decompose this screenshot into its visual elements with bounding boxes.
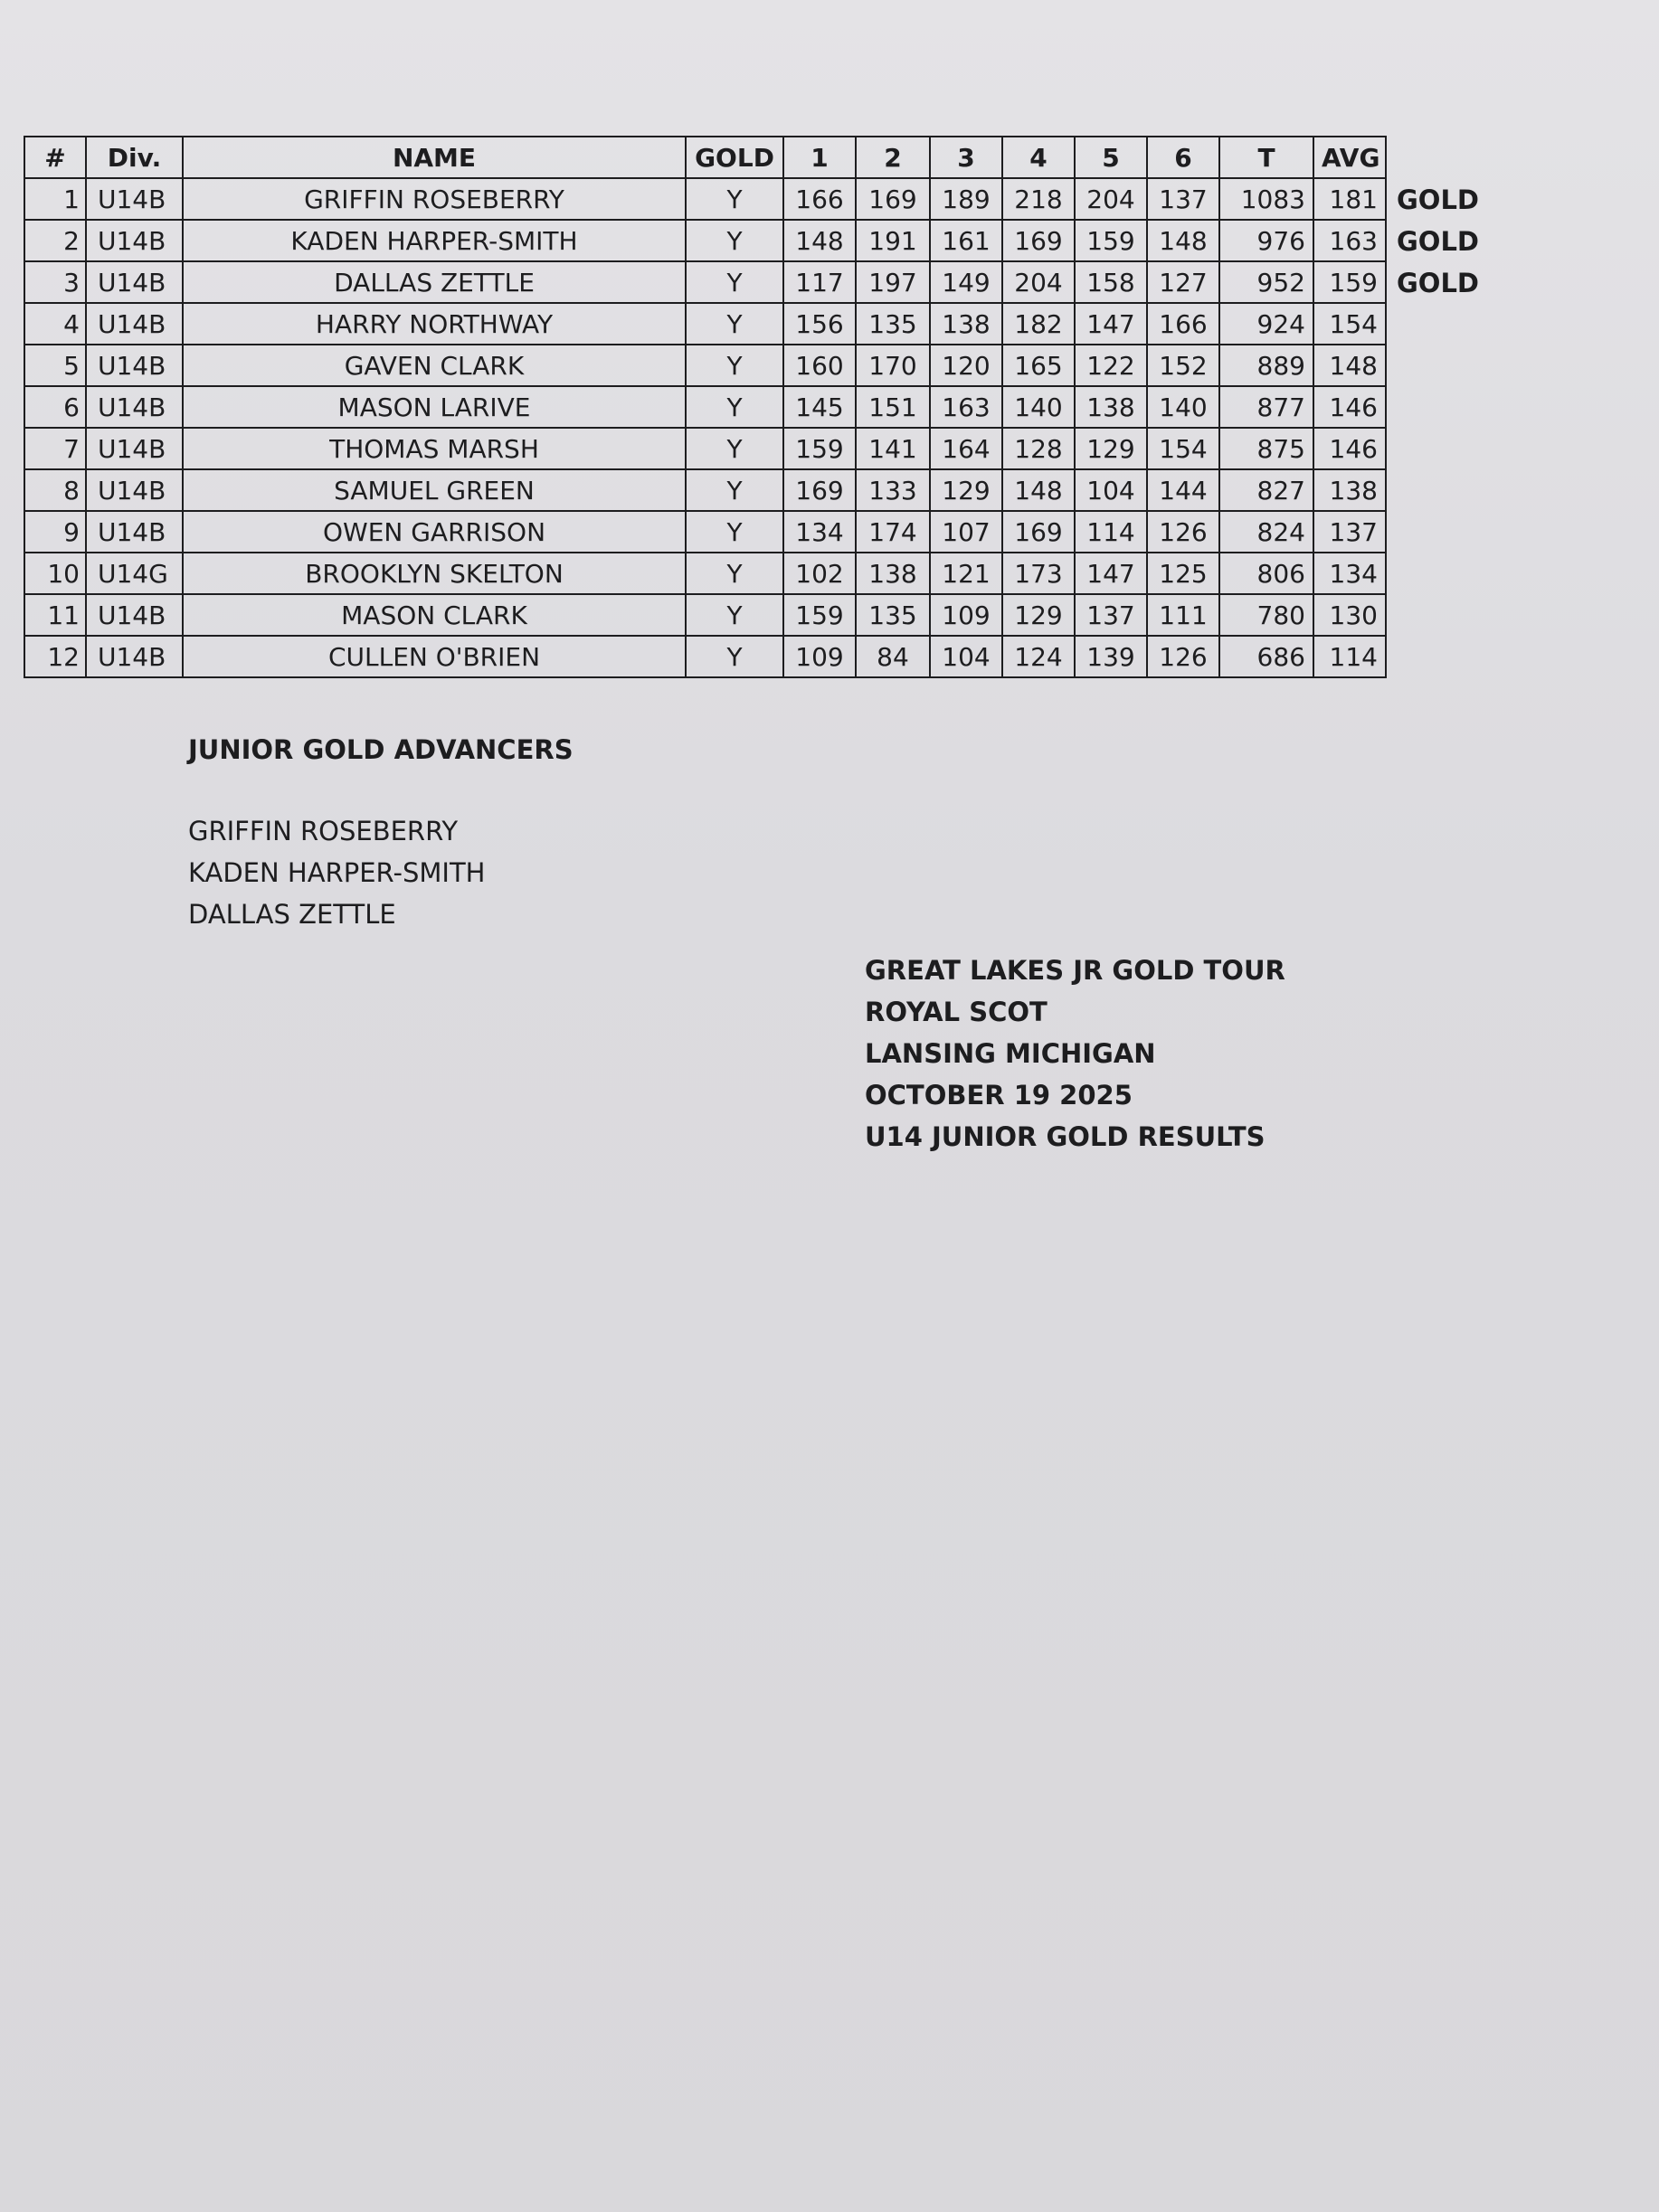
event-results-title: U14 JUNIOR GOLD RESULTS bbox=[865, 1121, 1266, 1152]
game-2-cell: 135 bbox=[856, 594, 930, 636]
game-4-cell: 169 bbox=[1002, 511, 1075, 553]
game-1-cell: 156 bbox=[783, 303, 856, 345]
gold-cell: Y bbox=[686, 428, 783, 469]
game-5-cell: 138 bbox=[1075, 386, 1147, 428]
average-cell: 146 bbox=[1313, 428, 1386, 469]
game-3-cell: 121 bbox=[930, 553, 1002, 594]
game-3-cell: 189 bbox=[930, 178, 1002, 220]
table-row bbox=[24, 261, 1386, 303]
header-average: AVG bbox=[1313, 137, 1386, 178]
header-game-3: 3 bbox=[930, 137, 1002, 178]
advancers-section bbox=[188, 734, 574, 935]
average-cell: 130 bbox=[1313, 594, 1386, 636]
game-1-cell: 102 bbox=[783, 553, 856, 594]
gold-cell: Y bbox=[686, 469, 783, 511]
game-5-cell: 204 bbox=[1075, 178, 1147, 220]
gold-cell: Y bbox=[686, 553, 783, 594]
total-cell: 780 bbox=[1219, 594, 1313, 636]
total-cell: 877 bbox=[1219, 386, 1313, 428]
results-table bbox=[24, 136, 1387, 678]
game-5-cell: 104 bbox=[1075, 469, 1147, 511]
gold-cell: Y bbox=[686, 303, 783, 345]
header-gold: GOLD bbox=[686, 137, 783, 178]
event-info bbox=[865, 950, 1285, 1158]
game-5-cell: 122 bbox=[1075, 345, 1147, 386]
header-game-1: 1 bbox=[783, 137, 856, 178]
game-3-cell: 104 bbox=[930, 636, 1002, 677]
game-3-cell: 120 bbox=[930, 345, 1002, 386]
division-cell: U14B bbox=[86, 261, 183, 303]
division-cell: U14B bbox=[86, 428, 183, 469]
gold-marker: GOLD bbox=[1397, 226, 1480, 257]
game-5-cell: 114 bbox=[1075, 511, 1147, 553]
header-game-6: 6 bbox=[1147, 137, 1219, 178]
game-2-cell: 135 bbox=[856, 303, 930, 345]
header-game-2: 2 bbox=[856, 137, 930, 178]
game-5-cell: 159 bbox=[1075, 220, 1147, 261]
table-row bbox=[24, 511, 1386, 553]
game-4-cell: 128 bbox=[1002, 428, 1075, 469]
game-2-cell: 170 bbox=[856, 345, 930, 386]
rank-cell: 10 bbox=[24, 553, 86, 594]
average-cell: 148 bbox=[1313, 345, 1386, 386]
header-division: Div. bbox=[86, 137, 183, 178]
game-1-cell: 166 bbox=[783, 178, 856, 220]
game-4-cell: 129 bbox=[1002, 594, 1075, 636]
division-cell: U14B bbox=[86, 469, 183, 511]
game-5-cell: 129 bbox=[1075, 428, 1147, 469]
game-3-cell: 149 bbox=[930, 261, 1002, 303]
game-6-cell: 111 bbox=[1147, 594, 1219, 636]
game-6-cell: 125 bbox=[1147, 553, 1219, 594]
total-cell: 827 bbox=[1219, 469, 1313, 511]
total-cell: 889 bbox=[1219, 345, 1313, 386]
event-tour: GREAT LAKES JR GOLD TOUR bbox=[865, 955, 1285, 986]
gold-marker: GOLD bbox=[1397, 268, 1480, 298]
name-cell: KADEN HARPER-SMITH bbox=[183, 220, 686, 261]
game-4-cell: 182 bbox=[1002, 303, 1075, 345]
game-2-cell: 197 bbox=[856, 261, 930, 303]
header-total: T bbox=[1219, 137, 1313, 178]
game-4-cell: 140 bbox=[1002, 386, 1075, 428]
division-cell: U14B bbox=[86, 303, 183, 345]
game-3-cell: 163 bbox=[930, 386, 1002, 428]
rank-cell: 11 bbox=[24, 594, 86, 636]
advancer-name: DALLAS ZETTLE bbox=[188, 899, 396, 930]
division-cell: U14B bbox=[86, 636, 183, 677]
average-cell: 138 bbox=[1313, 469, 1386, 511]
game-3-cell: 138 bbox=[930, 303, 1002, 345]
division-cell: U14B bbox=[86, 178, 183, 220]
name-cell: MASON LARIVE bbox=[183, 386, 686, 428]
game-1-cell: 159 bbox=[783, 428, 856, 469]
game-1-cell: 145 bbox=[783, 386, 856, 428]
game-4-cell: 173 bbox=[1002, 553, 1075, 594]
game-2-cell: 84 bbox=[856, 636, 930, 677]
table-row bbox=[24, 636, 1386, 677]
total-cell: 875 bbox=[1219, 428, 1313, 469]
average-cell: 137 bbox=[1313, 511, 1386, 553]
table-row bbox=[24, 303, 1386, 345]
average-cell: 181 bbox=[1313, 178, 1386, 220]
gold-cell: Y bbox=[686, 636, 783, 677]
gold-marker: GOLD bbox=[1397, 184, 1480, 215]
game-1-cell: 134 bbox=[783, 511, 856, 553]
rank-cell: 12 bbox=[24, 636, 86, 677]
total-cell: 824 bbox=[1219, 511, 1313, 553]
rank-cell: 8 bbox=[24, 469, 86, 511]
game-1-cell: 160 bbox=[783, 345, 856, 386]
gold-cell: Y bbox=[686, 220, 783, 261]
name-cell: THOMAS MARSH bbox=[183, 428, 686, 469]
name-cell: CULLEN O'BRIEN bbox=[183, 636, 686, 677]
game-4-cell: 204 bbox=[1002, 261, 1075, 303]
rank-cell: 4 bbox=[24, 303, 86, 345]
game-6-cell: 144 bbox=[1147, 469, 1219, 511]
game-4-cell: 165 bbox=[1002, 345, 1075, 386]
average-cell: 146 bbox=[1313, 386, 1386, 428]
name-cell: OWEN GARRISON bbox=[183, 511, 686, 553]
table-row bbox=[24, 469, 1386, 511]
game-2-cell: 191 bbox=[856, 220, 930, 261]
name-cell: BROOKLYN SKELTON bbox=[183, 553, 686, 594]
game-6-cell: 137 bbox=[1147, 178, 1219, 220]
game-1-cell: 117 bbox=[783, 261, 856, 303]
game-5-cell: 158 bbox=[1075, 261, 1147, 303]
table-header-row bbox=[24, 137, 1386, 178]
gold-cell: Y bbox=[686, 594, 783, 636]
name-cell: HARRY NORTHWAY bbox=[183, 303, 686, 345]
table-row bbox=[24, 594, 1386, 636]
division-cell: U14G bbox=[86, 553, 183, 594]
total-cell: 952 bbox=[1219, 261, 1313, 303]
gold-cell: Y bbox=[686, 511, 783, 553]
game-2-cell: 169 bbox=[856, 178, 930, 220]
game-5-cell: 139 bbox=[1075, 636, 1147, 677]
table-row bbox=[24, 345, 1386, 386]
gold-cell: Y bbox=[686, 386, 783, 428]
name-cell: SAMUEL GREEN bbox=[183, 469, 686, 511]
game-3-cell: 129 bbox=[930, 469, 1002, 511]
average-cell: 154 bbox=[1313, 303, 1386, 345]
name-cell: DALLAS ZETTLE bbox=[183, 261, 686, 303]
total-cell: 976 bbox=[1219, 220, 1313, 261]
game-2-cell: 141 bbox=[856, 428, 930, 469]
game-6-cell: 126 bbox=[1147, 636, 1219, 677]
game-3-cell: 109 bbox=[930, 594, 1002, 636]
game-2-cell: 133 bbox=[856, 469, 930, 511]
game-1-cell: 159 bbox=[783, 594, 856, 636]
rank-cell: 2 bbox=[24, 220, 86, 261]
game-3-cell: 161 bbox=[930, 220, 1002, 261]
game-4-cell: 169 bbox=[1002, 220, 1075, 261]
game-5-cell: 147 bbox=[1075, 303, 1147, 345]
game-5-cell: 147 bbox=[1075, 553, 1147, 594]
total-cell: 1083 bbox=[1219, 178, 1313, 220]
game-3-cell: 107 bbox=[930, 511, 1002, 553]
game-4-cell: 218 bbox=[1002, 178, 1075, 220]
header-rank: # bbox=[24, 137, 86, 178]
header-game-5: 5 bbox=[1075, 137, 1147, 178]
gold-markers bbox=[1397, 179, 1479, 304]
advancer-name: GRIFFIN ROSEBERRY bbox=[188, 816, 459, 846]
game-6-cell: 126 bbox=[1147, 511, 1219, 553]
header-game-4: 4 bbox=[1002, 137, 1075, 178]
game-6-cell: 152 bbox=[1147, 345, 1219, 386]
division-cell: U14B bbox=[86, 386, 183, 428]
division-cell: U14B bbox=[86, 594, 183, 636]
gold-cell: Y bbox=[686, 178, 783, 220]
table-row bbox=[24, 553, 1386, 594]
total-cell: 806 bbox=[1219, 553, 1313, 594]
rank-cell: 6 bbox=[24, 386, 86, 428]
header-name: NAME bbox=[183, 137, 686, 178]
game-3-cell: 164 bbox=[930, 428, 1002, 469]
game-2-cell: 174 bbox=[856, 511, 930, 553]
gold-cell: Y bbox=[686, 345, 783, 386]
division-cell: U14B bbox=[86, 345, 183, 386]
game-6-cell: 127 bbox=[1147, 261, 1219, 303]
rank-cell: 7 bbox=[24, 428, 86, 469]
average-cell: 114 bbox=[1313, 636, 1386, 677]
total-cell: 924 bbox=[1219, 303, 1313, 345]
gold-cell: Y bbox=[686, 261, 783, 303]
advancers-title: JUNIOR GOLD ADVANCERS bbox=[188, 734, 574, 765]
rank-cell: 1 bbox=[24, 178, 86, 220]
game-5-cell: 137 bbox=[1075, 594, 1147, 636]
event-venue: ROYAL SCOT bbox=[865, 997, 1048, 1027]
name-cell: GAVEN CLARK bbox=[183, 345, 686, 386]
event-date: OCTOBER 19 2025 bbox=[865, 1080, 1133, 1111]
game-6-cell: 166 bbox=[1147, 303, 1219, 345]
rank-cell: 9 bbox=[24, 511, 86, 553]
game-4-cell: 148 bbox=[1002, 469, 1075, 511]
game-6-cell: 154 bbox=[1147, 428, 1219, 469]
game-1-cell: 109 bbox=[783, 636, 856, 677]
advancer-name: KADEN HARPER-SMITH bbox=[188, 857, 486, 888]
name-cell: GRIFFIN ROSEBERRY bbox=[183, 178, 686, 220]
rank-cell: 5 bbox=[24, 345, 86, 386]
name-cell: MASON CLARK bbox=[183, 594, 686, 636]
average-cell: 163 bbox=[1313, 220, 1386, 261]
game-2-cell: 138 bbox=[856, 553, 930, 594]
table-row bbox=[24, 428, 1386, 469]
division-cell: U14B bbox=[86, 511, 183, 553]
average-cell: 134 bbox=[1313, 553, 1386, 594]
total-cell: 686 bbox=[1219, 636, 1313, 677]
table-row bbox=[24, 386, 1386, 428]
table-row bbox=[24, 178, 1386, 220]
game-6-cell: 140 bbox=[1147, 386, 1219, 428]
table-body bbox=[24, 178, 1386, 677]
game-4-cell: 124 bbox=[1002, 636, 1075, 677]
game-1-cell: 169 bbox=[783, 469, 856, 511]
table-row bbox=[24, 220, 1386, 261]
division-cell: U14B bbox=[86, 220, 183, 261]
rank-cell: 3 bbox=[24, 261, 86, 303]
game-6-cell: 148 bbox=[1147, 220, 1219, 261]
event-location: LANSING MICHIGAN bbox=[865, 1038, 1156, 1069]
game-2-cell: 151 bbox=[856, 386, 930, 428]
average-cell: 159 bbox=[1313, 261, 1386, 303]
game-1-cell: 148 bbox=[783, 220, 856, 261]
